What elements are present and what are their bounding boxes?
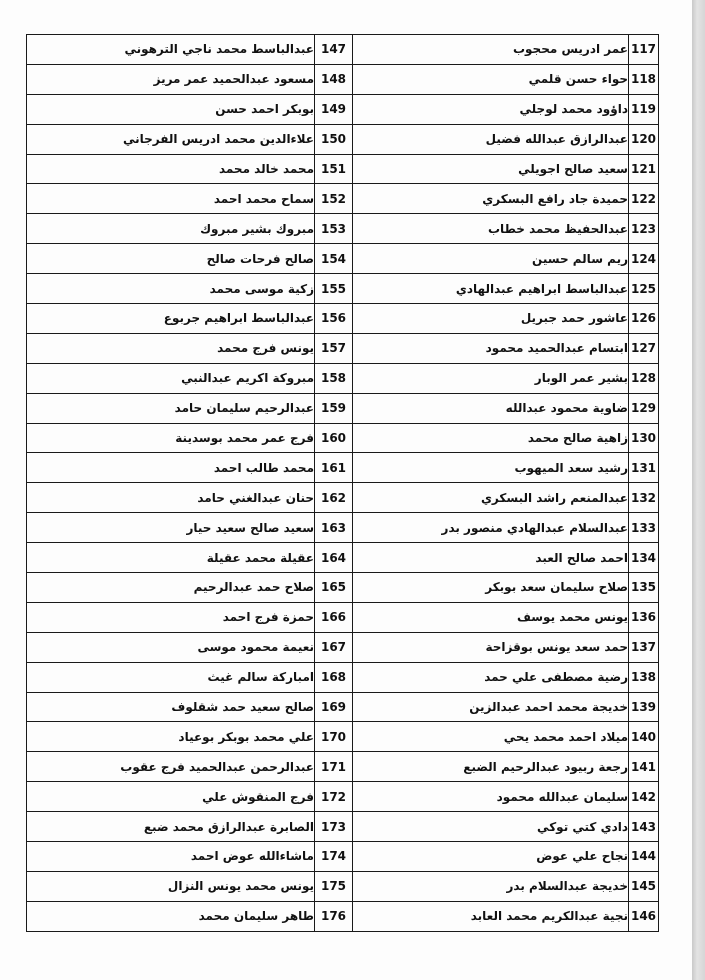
- right-number-cell: 138: [629, 662, 659, 692]
- table-row: [27, 602, 659, 632]
- left-name-cell: نعيمة محمود موسى: [27, 632, 315, 662]
- table-row: [27, 363, 659, 393]
- left-number-cell: 151: [315, 154, 353, 184]
- left-number-cell: 175: [315, 871, 353, 901]
- right-name-cell: ميلاد احمد محمد يحي: [353, 722, 629, 752]
- left-number-cell: 150: [315, 124, 353, 154]
- table-row: [27, 214, 659, 244]
- left-number-cell: 153: [315, 214, 353, 244]
- left-name-cell: عبدالرحمن عبدالحميد فرج عقوب: [27, 752, 315, 782]
- left-number-cell: 161: [315, 453, 353, 483]
- right-name-cell: نجية عبدالكريم محمد العابد: [353, 901, 629, 931]
- right-name-cell: حمد سعد يونس بوقزاحة: [353, 632, 629, 662]
- left-number-cell: 154: [315, 244, 353, 274]
- right-number-cell: 130: [629, 423, 659, 453]
- table-row: [27, 154, 659, 184]
- left-number-cell: 159: [315, 393, 353, 423]
- left-number-cell: 157: [315, 333, 353, 363]
- left-number-cell: 165: [315, 573, 353, 603]
- left-number-cell: 152: [315, 184, 353, 214]
- left-name-cell: حنان عبدالغني حامد: [27, 483, 315, 513]
- right-name-cell: داؤود محمد لوجلي: [353, 94, 629, 124]
- left-name-cell: سعيد صالح سعيد حيار: [27, 513, 315, 543]
- left-number-cell: 163: [315, 513, 353, 543]
- table-row: [27, 692, 659, 722]
- left-number-cell: 169: [315, 692, 353, 722]
- table-row: [27, 393, 659, 423]
- table-row: [27, 543, 659, 573]
- right-name-cell: دادي كتي توكي: [353, 812, 629, 842]
- right-name-cell: عاشور حمد جبريل: [353, 304, 629, 334]
- left-number-cell: 148: [315, 64, 353, 94]
- right-number-cell: 145: [629, 871, 659, 901]
- left-number-cell: 147: [315, 35, 353, 65]
- left-number-cell: 171: [315, 752, 353, 782]
- right-name-cell: يونس محمد يوسف: [353, 602, 629, 632]
- left-name-cell: مسعود عبدالحميد عمر مريز: [27, 64, 315, 94]
- left-name-cell: مبروكة اكريم عبدالنبي: [27, 363, 315, 393]
- right-name-cell: عبدالرازق عبدالله فضيل: [353, 124, 629, 154]
- table-row: [27, 124, 659, 154]
- table-row: [27, 812, 659, 842]
- right-number-cell: 117: [629, 35, 659, 65]
- left-name-cell: يونس فرج محمد: [27, 333, 315, 363]
- table-row: [27, 274, 659, 304]
- right-name-cell: عمر ادريس محجوب: [353, 35, 629, 65]
- right-number-cell: 127: [629, 333, 659, 363]
- table-row: [27, 722, 659, 752]
- left-name-cell: الصابرة عبدالرازق محمد ضبع: [27, 812, 315, 842]
- right-name-cell: احمد صالح العبد: [353, 543, 629, 573]
- left-name-cell: محمد طالب احمد: [27, 453, 315, 483]
- right-name-cell: صلاح سليمان سعد بوبكر: [353, 573, 629, 603]
- right-number-cell: 122: [629, 184, 659, 214]
- right-number-cell: 118: [629, 64, 659, 94]
- left-number-cell: 168: [315, 662, 353, 692]
- right-number-cell: 134: [629, 543, 659, 573]
- right-number-cell: 137: [629, 632, 659, 662]
- right-number-cell: 119: [629, 94, 659, 124]
- left-name-cell: عبدالرحيم سليمان حامد: [27, 393, 315, 423]
- right-name-cell: حميدة جاد رافع البسكري: [353, 184, 629, 214]
- right-number-cell: 132: [629, 483, 659, 513]
- right-name-cell: رشيد سعد الميهوب: [353, 453, 629, 483]
- left-number-cell: 172: [315, 782, 353, 812]
- right-name-cell: خديجة محمد احمد عبدالزين: [353, 692, 629, 722]
- table-row: [27, 483, 659, 513]
- right-number-cell: 144: [629, 842, 659, 872]
- table-row: [27, 64, 659, 94]
- right-name-cell: رضية مصطفى علي حمد: [353, 662, 629, 692]
- table-row: [27, 184, 659, 214]
- right-name-cell: ابتسام عبدالحميد محمود: [353, 333, 629, 363]
- left-name-cell: عبدالباسط ابراهيم جربوع: [27, 304, 315, 334]
- names-table-body: [27, 35, 659, 932]
- right-number-cell: 140: [629, 722, 659, 752]
- left-name-cell: طاهر سليمان محمد: [27, 901, 315, 931]
- right-number-cell: 146: [629, 901, 659, 931]
- right-number-cell: 135: [629, 573, 659, 603]
- right-name-cell: خديجة عبدالسلام بدر: [353, 871, 629, 901]
- table-row: [27, 782, 659, 812]
- right-number-cell: 120: [629, 124, 659, 154]
- table-row: [27, 752, 659, 782]
- page-edge-shadow: [692, 0, 705, 980]
- right-name-cell: عبدالمنعم راشد البسكري: [353, 483, 629, 513]
- left-number-cell: 149: [315, 94, 353, 124]
- left-name-cell: مبروك بشير مبروك: [27, 214, 315, 244]
- right-number-cell: 143: [629, 812, 659, 842]
- left-number-cell: 162: [315, 483, 353, 513]
- right-name-cell: عبدالباسط ابراهيم عبدالهادي: [353, 274, 629, 304]
- left-name-cell: صلاح حمد عبدالرحيم: [27, 573, 315, 603]
- right-number-cell: 142: [629, 782, 659, 812]
- right-name-cell: ريم سالم حسين: [353, 244, 629, 274]
- right-number-cell: 121: [629, 154, 659, 184]
- left-name-cell: عقيلة محمد عقيلة: [27, 543, 315, 573]
- left-name-cell: يونس محمد يونس النزال: [27, 871, 315, 901]
- right-number-cell: 133: [629, 513, 659, 543]
- right-number-cell: 124: [629, 244, 659, 274]
- left-number-cell: 173: [315, 812, 353, 842]
- left-name-cell: صالح فرحات صالح: [27, 244, 315, 274]
- right-name-cell: ضاوية محمود عبدالله: [353, 393, 629, 423]
- left-name-cell: فرج المنقوش علي: [27, 782, 315, 812]
- table-row: [27, 573, 659, 603]
- table-row: [27, 35, 659, 65]
- left-number-cell: 176: [315, 901, 353, 931]
- left-number-cell: 174: [315, 842, 353, 872]
- left-name-cell: علاءالدين محمد ادريس الفرجاني: [27, 124, 315, 154]
- right-name-cell: سعيد صالح اجويلي: [353, 154, 629, 184]
- left-number-cell: 158: [315, 363, 353, 393]
- right-name-cell: بشير عمر الوبار: [353, 363, 629, 393]
- right-name-cell: رجعة ربيود عبدالرحيم الضبع: [353, 752, 629, 782]
- table-row: [27, 453, 659, 483]
- right-name-cell: زاهية صالح محمد: [353, 423, 629, 453]
- right-number-cell: 129: [629, 393, 659, 423]
- left-name-cell: زكية موسى محمد: [27, 274, 315, 304]
- right-number-cell: 131: [629, 453, 659, 483]
- table-row: [27, 662, 659, 692]
- left-name-cell: ماشاءالله عوض احمد: [27, 842, 315, 872]
- left-number-cell: 170: [315, 722, 353, 752]
- right-number-cell: 141: [629, 752, 659, 782]
- left-name-cell: علي محمد بوبكر بوعياد: [27, 722, 315, 752]
- left-name-cell: حمزة فرج احمد: [27, 602, 315, 632]
- table-row: [27, 871, 659, 901]
- right-number-cell: 139: [629, 692, 659, 722]
- right-number-cell: 125: [629, 274, 659, 304]
- left-number-cell: 156: [315, 304, 353, 334]
- table-row: [27, 513, 659, 543]
- right-number-cell: 123: [629, 214, 659, 244]
- right-name-cell: عبدالحفيظ محمد خطاب: [353, 214, 629, 244]
- left-name-cell: بوبكر احمد حسن: [27, 94, 315, 124]
- right-name-cell: حواء حسن قلمي: [353, 64, 629, 94]
- table-row: [27, 842, 659, 872]
- table-row: [27, 333, 659, 363]
- right-name-cell: عبدالسلام عبدالهادي منصور بدر: [353, 513, 629, 543]
- left-number-cell: 164: [315, 543, 353, 573]
- left-name-cell: امباركة سالم غيث: [27, 662, 315, 692]
- table-row: [27, 94, 659, 124]
- right-number-cell: 136: [629, 602, 659, 632]
- left-name-cell: صالح سعيد حمد شقلوف: [27, 692, 315, 722]
- left-number-cell: 166: [315, 602, 353, 632]
- table-row: [27, 244, 659, 274]
- right-number-cell: 128: [629, 363, 659, 393]
- left-name-cell: سماح محمد احمد: [27, 184, 315, 214]
- table-row: [27, 901, 659, 931]
- left-number-cell: 160: [315, 423, 353, 453]
- names-table: [26, 34, 659, 932]
- right-name-cell: نجاح علي عوض: [353, 842, 629, 872]
- right-number-cell: 126: [629, 304, 659, 334]
- table-row: [27, 304, 659, 334]
- left-name-cell: فرج عمر محمد بوسدينة: [27, 423, 315, 453]
- left-name-cell: عبدالباسط محمد ناجي الترهوني: [27, 35, 315, 65]
- table-row: [27, 632, 659, 662]
- left-number-cell: 155: [315, 274, 353, 304]
- table-row: [27, 423, 659, 453]
- right-name-cell: سليمان عبدالله محمود: [353, 782, 629, 812]
- left-number-cell: 167: [315, 632, 353, 662]
- left-name-cell: محمد خالد محمد: [27, 154, 315, 184]
